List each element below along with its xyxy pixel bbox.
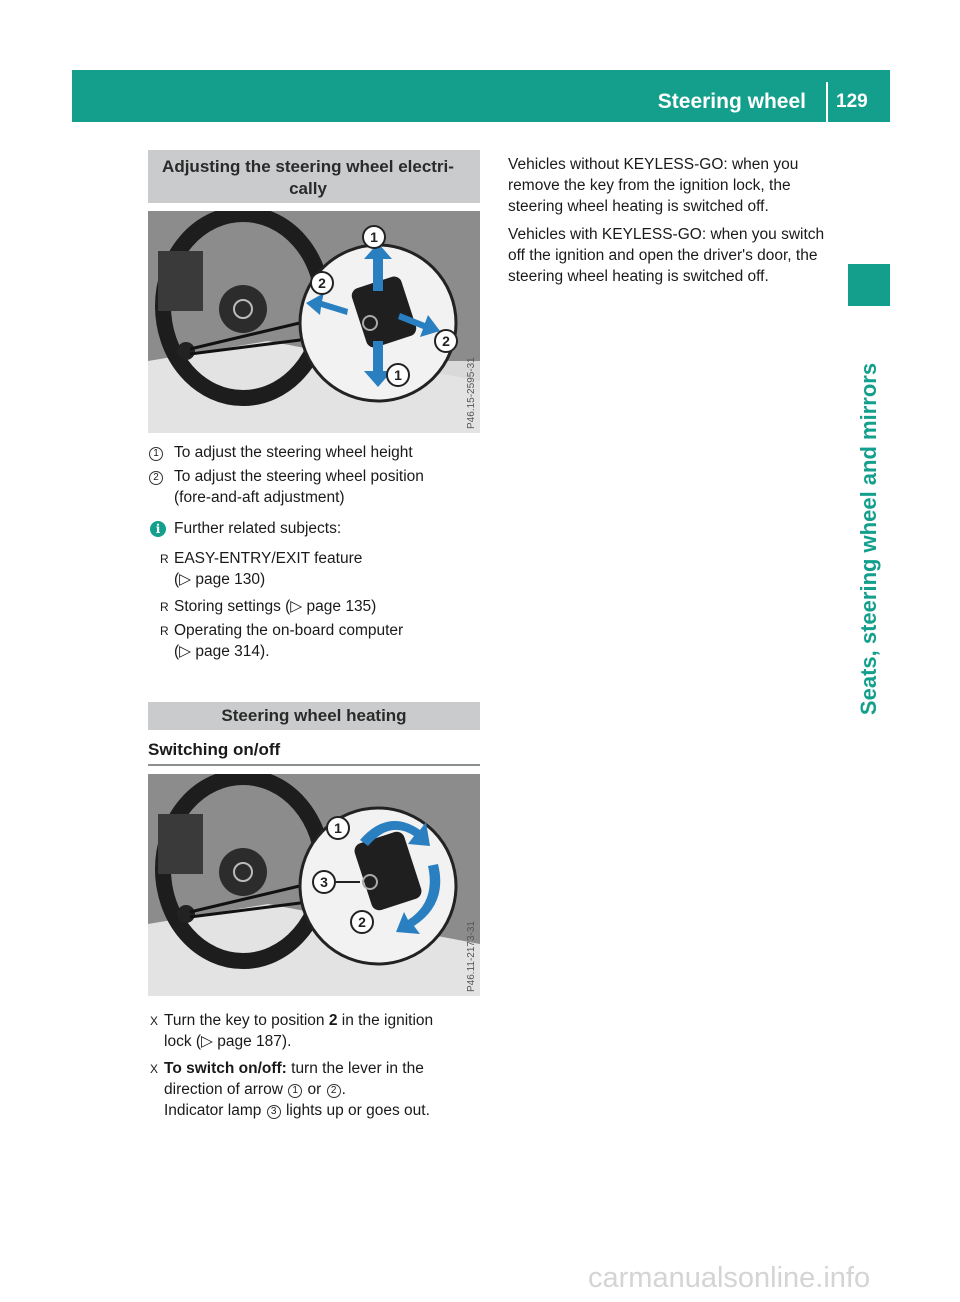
legend-text-2-line2: (fore-and-aft adjustment) — [174, 489, 345, 506]
info-icon: i — [150, 521, 166, 537]
bullet-marker: R — [160, 624, 169, 638]
callout-1: 1 — [370, 229, 378, 245]
step-marker: X — [150, 1062, 159, 1076]
step-marker: X — [150, 1014, 159, 1028]
step-2-line3 — [164, 1100, 430, 1121]
section-heading-adjusting — [148, 150, 480, 203]
step-2-text: or — [303, 1081, 326, 1098]
step-1-bold: 2 — [328, 1012, 338, 1029]
marker-3: 3 — [267, 1105, 281, 1119]
step-2-text: Indicator lamp — [164, 1102, 266, 1119]
subheading-rule — [148, 764, 480, 766]
paragraph-line: steering wheel heating is switched off. — [508, 198, 769, 215]
section-heading-heating: Steering wheel heating — [148, 702, 480, 730]
header-bar — [72, 70, 890, 122]
bullet-line: EASY-ENTRY/EXIT feature — [174, 550, 363, 567]
step-2-bold: To switch on/off: — [164, 1060, 287, 1077]
step-2-line1 — [164, 1058, 430, 1079]
legend-text-2-line1: To adjust the steering wheel position — [174, 468, 424, 485]
step-2 — [164, 1058, 430, 1121]
chapter-tab-marker — [848, 264, 890, 306]
step-2-text: turn the lever in the — [286, 1060, 424, 1077]
section-heading-line1: Adjusting the steering wheel electri- — [162, 157, 454, 176]
bullet-marker: R — [160, 552, 169, 566]
legend-item-2 — [148, 466, 164, 487]
legend-item-1 — [148, 442, 164, 463]
callout-2: 2 — [318, 275, 326, 291]
bullet-item — [174, 548, 362, 590]
chapter-tab — [836, 324, 902, 754]
section-heading-line2: cally — [289, 179, 327, 198]
chapter-tab-label: Seats, steering wheel and mirrors — [856, 362, 881, 716]
step-1-text: Turn the key to position — [164, 1012, 329, 1029]
step-1-text: in the ignition — [337, 1012, 434, 1029]
figure-heating-lever — [148, 774, 480, 996]
figure-steering-adjust — [148, 211, 480, 433]
callout-2: 2 — [358, 914, 366, 930]
step-2-text: . — [341, 1081, 346, 1098]
legend-text-2 — [174, 466, 424, 508]
step-1-line2[interactable]: lock (▷ page 187). — [164, 1033, 292, 1050]
step-2-line2 — [164, 1079, 430, 1100]
info-text: Further related subjects: — [174, 520, 342, 537]
figure-code: P46.11-2173-31 — [466, 921, 477, 992]
paragraph-line: steering wheel heating is switched off. — [508, 268, 769, 285]
marker-1: 1 — [288, 1084, 302, 1098]
page-number: 129 — [836, 91, 868, 112]
paragraph-line: off the ignition and open the driver's door, the — [508, 247, 818, 264]
bullet-line[interactable]: Storing settings (▷ page 135) — [174, 598, 377, 615]
paragraph-line: Vehicles without KEYLESS-GO: when you — [508, 156, 799, 173]
callout-1: 1 — [394, 367, 402, 383]
bullet-marker: R — [160, 600, 169, 614]
marker-1: 1 — [149, 447, 163, 461]
bullet-line: Operating the on-board computer — [174, 622, 404, 639]
page-title: Steering wheel — [657, 90, 806, 113]
paragraph-line: Vehicles with KEYLESS-GO: when you switch — [508, 226, 825, 243]
bullet-item — [174, 620, 403, 662]
step-1-line1 — [164, 1010, 433, 1031]
step-2-text: lights up or goes out. — [281, 1102, 430, 1119]
callout-2: 2 — [442, 333, 450, 349]
marker-2: 2 — [149, 471, 163, 485]
bullet-link[interactable]: (▷ page 314). — [174, 643, 270, 660]
subheading-switching: Switching on/off — [148, 740, 281, 759]
header-divider — [826, 82, 828, 122]
bullet-item — [174, 596, 376, 617]
callout-3: 3 — [320, 874, 328, 890]
paragraph-line: remove the key from the ignition lock, the — [508, 177, 791, 194]
paragraph-without-keyless — [508, 154, 838, 217]
paragraph-with-keyless — [508, 224, 838, 287]
marker-2: 2 — [327, 1084, 341, 1098]
callout-1: 1 — [334, 820, 342, 836]
step-1 — [164, 1010, 433, 1052]
step-2-text: direction of arrow — [164, 1081, 288, 1098]
watermark: carmanualsonline.info — [588, 1262, 871, 1294]
figure-code: P46.15-2595-31 — [466, 357, 477, 429]
bullet-link[interactable]: (▷ page 130) — [174, 571, 266, 588]
legend-text-1: To adjust the steering wheel height — [174, 444, 413, 461]
